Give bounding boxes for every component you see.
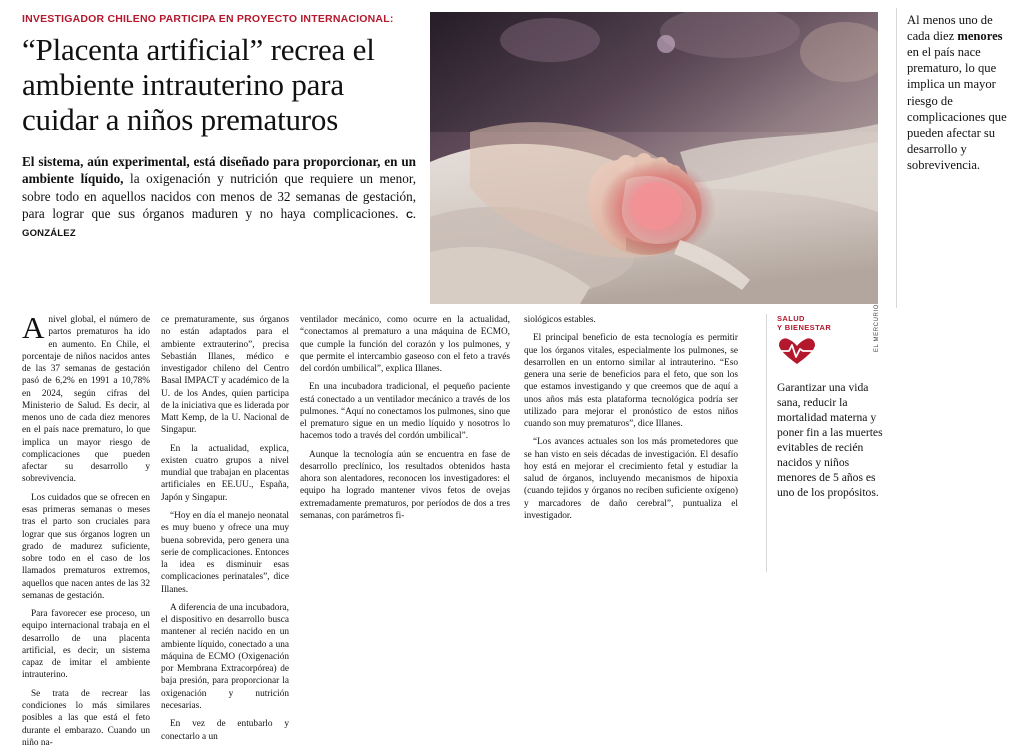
- paragraph: Aunque la tecnología aún se encuentra en fase de desarrollo preclínico, los resultados obtenidos hasta ahora son alentadores, reconocen los investigadores: el equipo ha logrado mantener vivos fetos de ovejas extremadamente prematuros, por períodos de dos a tres semanas, con parámetros fi-: [300, 449, 510, 521]
- paragraph: ventilador mecánico, como ocurre en la actualidad, “conectamos al prematuro a una máquina de ECMO, que cumple la función del corazón y los pulmones, y que permite el intercambio gaseoso con el feto a través del cordón umbilical”, explica Illanes.: [300, 315, 510, 375]
- paragraph: Para favorecer ese proceso, un equipo internacional trabaja en el desarrollo de una placenta artificial, es decir, un sistema capaz de imitar el ambiente intrauterino.: [22, 609, 150, 681]
- photo-credit: EL MERCURIO: [874, 304, 880, 353]
- page-title: “Placenta artificial” recrea el ambiente intrauterino para cuidar a niños prematuros: [22, 31, 375, 137]
- paragraph: siológicos estables.: [524, 315, 596, 325]
- paragraph-text: nivel global, el número de partos prematuros ha ido en aumento. En Chile, el porcentaje de niños nacidos antes de las 37 semanas de gestación pasó de 6,2% en 1991 a 10,78% en 2024, según cifras del Ministerio de Salud. Es decir, al menos uno de cada diez menores en el país nace prematuro, lo que implica un mayor riesgo de complicaciones que pueden afectar su desarrollo y sobrevivencia.: [22, 315, 150, 485]
- article-kicker: INVESTIGADOR CHILENO PARTICIPA EN PROYECTO INTERNACIONAL:: [22, 13, 394, 25]
- pullquote-bold: menores: [957, 29, 1003, 44]
- sidebar-section-label: [777, 314, 884, 333]
- pullquote-part2: en el país nace prematuro, lo que implica un mayor riesgo de complicaciones que pueden afectar su desarrollo y sobrevivencia.: [907, 45, 1007, 172]
- photo-frame: [430, 12, 878, 304]
- article-header: [22, 8, 430, 308]
- lead-rest: la oxigenación y nutrición que requiere un menor, sobre todo en aquellos nacidos con menos de 32 semanas de gestación, para lograr que sus órganos maduren y no haya complicaciones.: [22, 171, 416, 222]
- article-byline: C. GONZÁLEZ: [22, 210, 416, 239]
- pullquote: [907, 12, 1014, 173]
- paragraph: ce prematuramente, sus órganos no están adaptados para el ambiente extrauterino”, precisa Sebastián Illanes, médico e investigador chileno del Centro Basal IMPACT y académico de la U. de los Andes, quien participa de la iniciativa que es liderada por Matt Kemp, de la U. Nacional de Singapur.: [161, 315, 289, 436]
- body-column-1: [22, 310, 161, 748]
- sidebar-section-line2: Y BIENESTAR: [777, 323, 832, 333]
- paragraph: En la actualidad, explica, existen cuatro grupos a nivel mundial que trabajan en placentas artificiales en EE.UU., España, Japón y Singapur.: [161, 443, 289, 503]
- body-column-2: [161, 314, 300, 742]
- paragraph: A diferencia de una incubadora, el dispositivo en desarrollo busca mantener al recién nacido en un ambiente líquido, conectado a una máquina de ECMO (Oxigenación por Membrana Extracorpórea) de baja presión, para proporcionar la oxigenación y nutrición necesarias.: [161, 602, 289, 711]
- paragraph: Los cuidados que se ofrecen en esas primeras semanas o meses tras el parto son cruciales para lograr que sus órganos logren un grado de madurez suficiente, sobre todo en el caso de los llamados prematuros extremos, aquellos que nacen antes de las 32 semanas de gestación.: [22, 492, 150, 601]
- body-column-4: [524, 314, 748, 572]
- body-column-3: [300, 314, 524, 572]
- paragraph: “Hoy en día el manejo neonatal es muy bueno y ofrece una muy buena sobrevida, pero genera una serie de complicaciones. Entonces la idea es disminuir esas complicaciones perinatales”, dice Illanes.: [161, 510, 289, 595]
- sidebar-section-line1: SALUD: [777, 314, 805, 323]
- sidebar-salud-bienestar: [766, 314, 884, 572]
- dropcap: A: [22, 310, 45, 345]
- paragraph: En una incubadora tradicional, el pequeño paciente está conectado a un ventilador mecánico a través de los pulmones. “Aquí no conectamos los pulmones, sino que el prematuro sigue en un medio líquido y nosotros lo hacemos todo a través del cordón umbilical”.: [300, 382, 510, 442]
- paragraph: En vez de entubarlo y conectarlo a un: [161, 719, 289, 742]
- heart-pulse-icon: [777, 337, 884, 372]
- sidebar-text: Garantizar una vida sana, reducir la mortalidad materna y poner fin a las muertes evitables de recién nacidos y niños menores de 5 años es uno de los propósitos.: [777, 380, 883, 500]
- paragraph: El principal beneficio de esta tecnología es permitir que los órganos vitales, especialmente los pulmones, se desarrollen en un entorno similar al intrauterino. “Eso genera una serie de beneficios para el feto, que son los que estamos investigando y que creemos que de aquí a unos años más esta plataforma tecnológica podría ser utilizado para mejorar el pronóstico de estos niños cuando son muy prematuros”, dice Illanes.: [524, 333, 738, 430]
- paragraph: “Los avances actuales son los más prometedores que se han visto en seis décadas de investigación. El desafío hoy está en mejorar el crecimiento fetal y estudiar la salud de órganos, incluyendo mecanismos de hipoxia (cuando tejidos y órganos no reciben suficiente oxígeno) y marcadores de daño cerebral”, puntualiza el investigador.: [524, 437, 738, 521]
- paragraph: Se trata de recrear las condiciones lo más similares posibles a las que está el feto durante el embarazo. Cuando un niño na-: [22, 688, 150, 748]
- pullquote-part1: Al menos uno de cada diez: [907, 13, 993, 44]
- body-columns-right: [300, 314, 748, 572]
- body-region: [22, 310, 1014, 748]
- premature-baby-foot-photo: [430, 12, 878, 304]
- paragraph: [22, 310, 150, 486]
- pullquote-rail: [896, 8, 1014, 308]
- lead-bold: El sistema, aún experimental, está diseñado para proporcionar, en un ambiente líquido,: [22, 153, 416, 187]
- article-lead: [22, 153, 416, 241]
